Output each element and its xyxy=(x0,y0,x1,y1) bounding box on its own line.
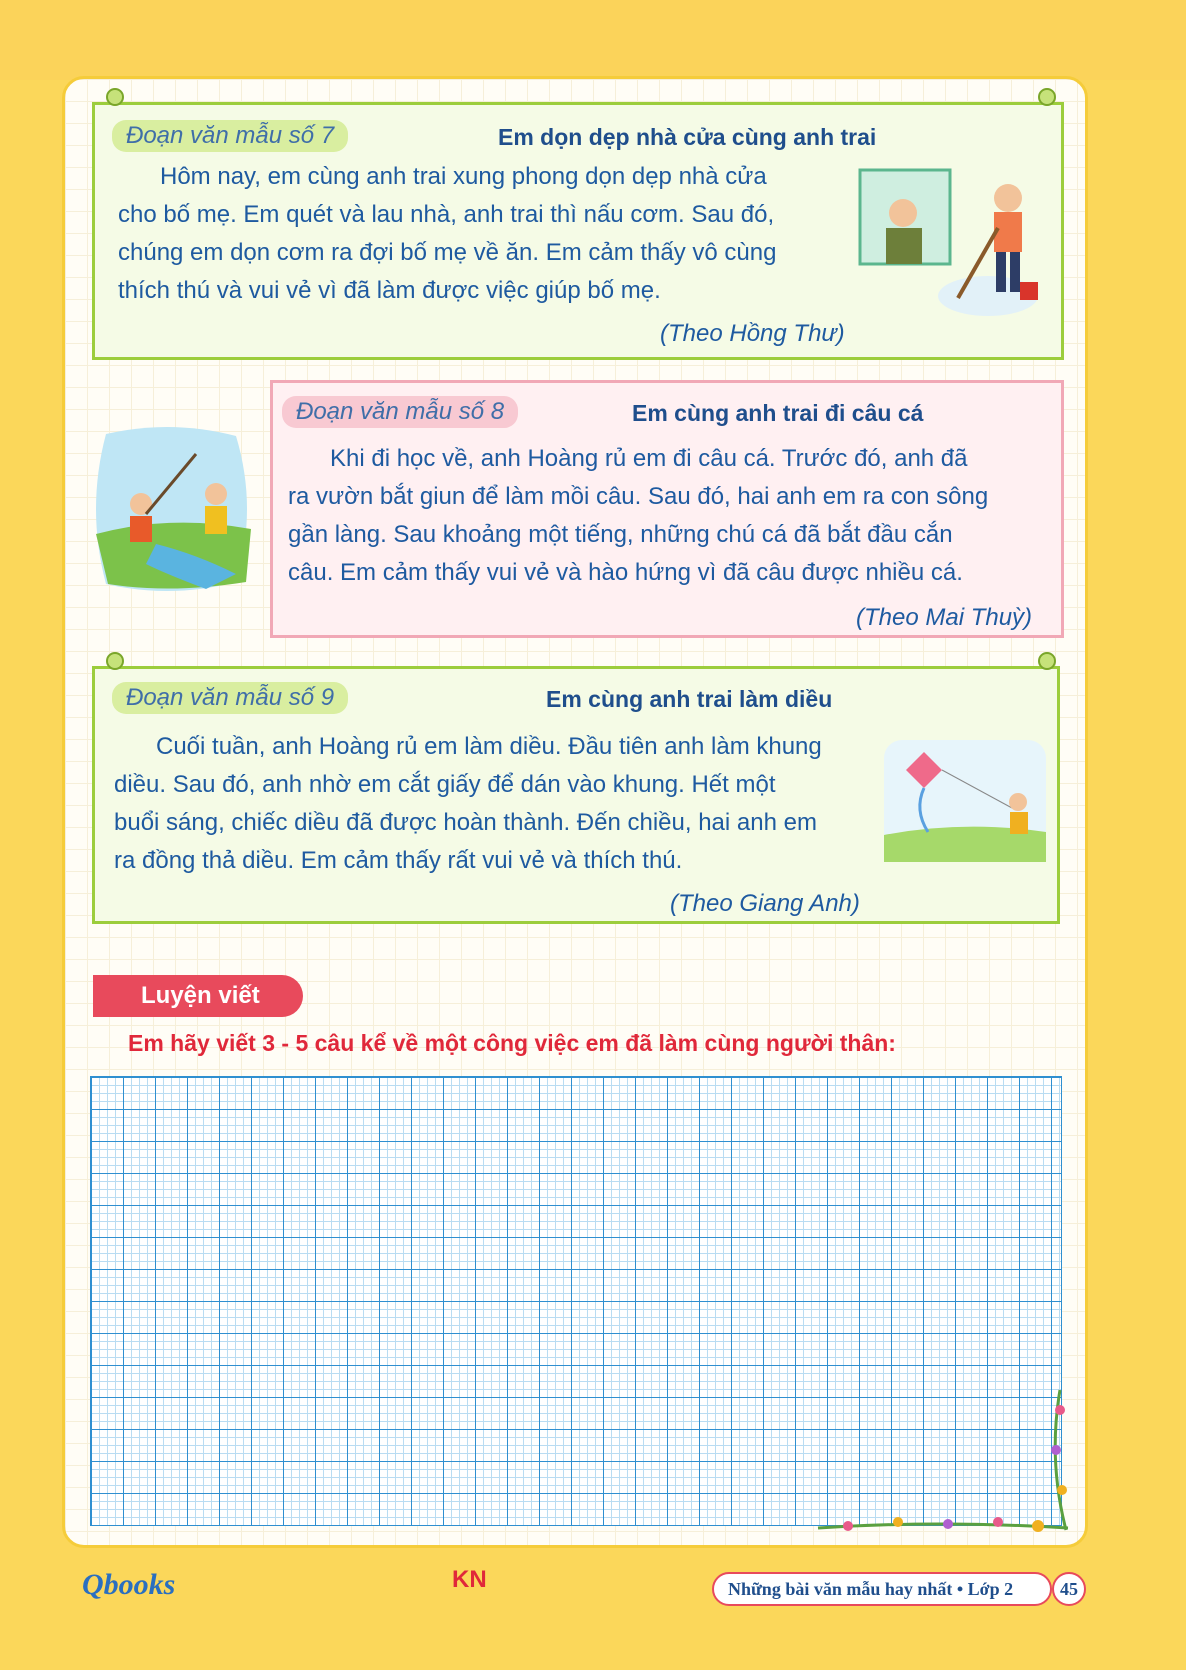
sample-label: Đoạn văn mẫu số 9 xyxy=(112,682,348,714)
paragraph-line: gần làng. Sau khoảng một tiếng, những chú cá đã bắt đầu cắn xyxy=(288,521,953,548)
sample-paragraph xyxy=(114,728,884,880)
sample-label: Đoạn văn mẫu số 7 xyxy=(112,120,348,152)
paragraph-line: diều. Sau đó, anh nhờ em cắt giấy để dán vào khung. Hết một xyxy=(114,771,776,798)
paragraph-line: ra vườn bắt giun để làm mồi câu. Sau đó, hai anh em ra con sông xyxy=(288,483,989,510)
sample-source: (Theo Mai Thuỳ) xyxy=(856,604,1033,631)
sample-title: Em cùng anh trai làm diều xyxy=(546,686,833,712)
paragraph-line: Hôm nay, em cùng anh trai xung phong dọn dẹp nhà cửa xyxy=(160,163,767,190)
center-logo: KN xyxy=(452,1566,487,1593)
top-band xyxy=(0,0,1186,80)
practice-badge: Luyện viết xyxy=(93,975,303,1017)
sample-title: Em dọn dẹp nhà cửa cùng anh trai xyxy=(498,124,877,150)
sample-paragraph xyxy=(118,158,858,310)
book-title: Những bài văn mẫu hay nhất • Lớp 2 xyxy=(712,1572,1052,1606)
pin-icon xyxy=(104,86,126,108)
publisher-logo: Qbooks xyxy=(82,1568,176,1601)
pin-icon xyxy=(104,650,126,672)
sample-label: Đoạn văn mẫu số 8 xyxy=(282,396,518,428)
paragraph-line: chúng em dọn cơm ra đợi bố mẹ về ăn. Em cảm thấy vô cùng xyxy=(118,239,777,266)
sample-paragraph xyxy=(288,440,1058,592)
practice-prompt: Em hãy viết 3 - 5 câu kể về một công việc em đã làm cùng người thân: xyxy=(128,1030,896,1056)
flower-decoration-icon xyxy=(808,1380,1078,1550)
paragraph-line: cho bố mẹ. Em quét và lau nhà, anh trai thì nấu cơm. Sau đó, xyxy=(118,201,775,228)
cleaning-illustration xyxy=(858,168,1038,320)
fishing-illustration xyxy=(86,424,256,594)
kite-illustration xyxy=(884,740,1046,862)
sample-source: (Theo Hồng Thư) xyxy=(660,320,845,347)
paragraph-line: Khi đi học về, anh Hoàng rủ em đi câu cá. Trước đó, anh đã xyxy=(330,445,968,472)
paragraph-line: Cuối tuần, anh Hoàng rủ em làm diều. Đầu tiên anh làm khung xyxy=(156,733,822,760)
sample-source: (Theo Giang Anh) xyxy=(670,890,860,917)
paragraph-line: ra đồng thả diều. Em cảm thấy rất vui vẻ và thích thú. xyxy=(114,847,683,874)
paragraph-line: thích thú và vui vẻ vì đã làm được việc giúp bố mẹ. xyxy=(118,277,661,304)
sample-title: Em cùng anh trai đi câu cá xyxy=(632,400,924,426)
page-number: 45 xyxy=(1052,1572,1086,1606)
pin-icon xyxy=(1036,650,1058,672)
paragraph-line: buổi sáng, chiếc diều đã được hoàn thành. Đến chiều, hai anh em xyxy=(114,809,817,836)
pin-icon xyxy=(1036,86,1058,108)
paragraph-line: câu. Em cảm thấy vui vẻ và hào hứng vì đã câu được nhiều cá. xyxy=(288,559,963,586)
